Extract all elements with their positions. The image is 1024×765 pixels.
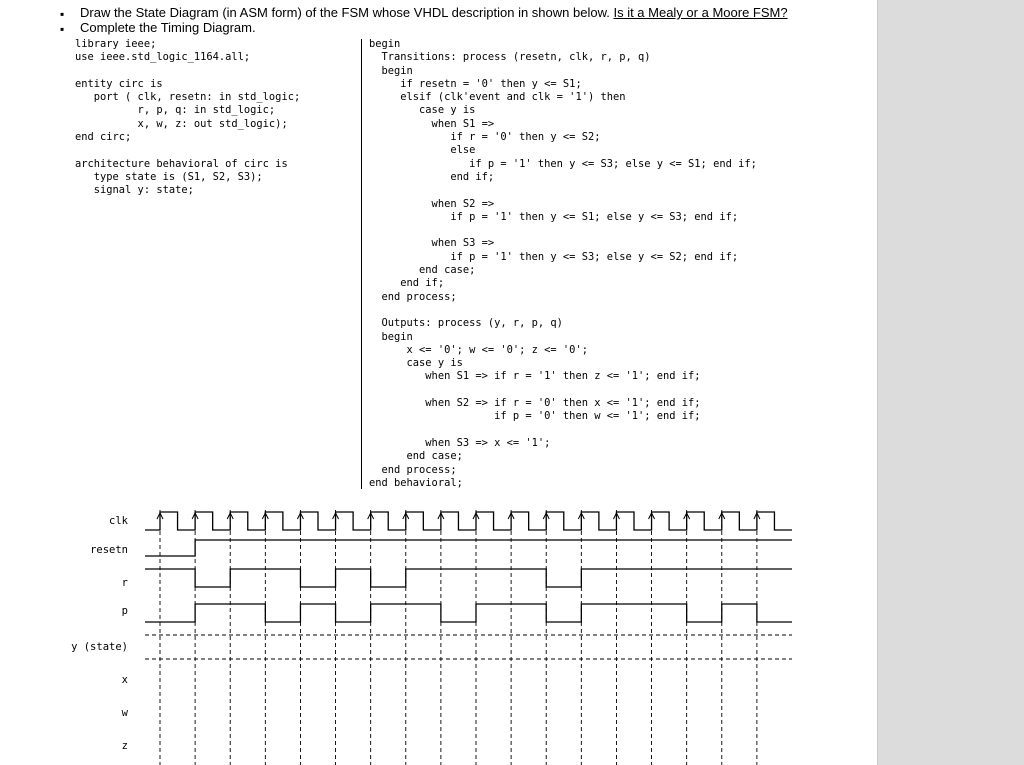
signal-label-p: p	[121, 605, 128, 617]
signal-label-r: r	[121, 577, 128, 589]
signal-label-clk: clk	[109, 515, 128, 527]
signal-label-y-state: y (state)	[71, 641, 128, 653]
vhdl-code-declarations: library ieee; use ieee.std_logic_1164.all; entity circ is port ( clk, resetn: in std_logic; r, p, q: in std_logic; x, w, z: out std_logic); end circ; architecture behavioral of circ is type state is (S1, S2, S3); signal y: state;	[75, 38, 301, 197]
p-waveform	[145, 604, 792, 622]
bullet-icon: ▪	[60, 22, 65, 36]
viewer-gutter	[877, 0, 1024, 765]
instruction-1-question: Is it a Mealy or a Moore FSM?	[613, 5, 788, 20]
resetn-waveform	[145, 540, 792, 556]
clk-waveform	[145, 512, 792, 530]
instruction-2-main: Complete the Timing Diagram.	[80, 20, 256, 35]
r-waveform	[145, 569, 792, 587]
instruction-1-main: Draw the State Diagram (in ASM form) of the FSM whose VHDL description in shown below.	[80, 5, 614, 20]
signal-label-w: w	[121, 707, 128, 719]
signal-label-resetn: resetn	[90, 544, 128, 556]
signal-label-x: x	[121, 674, 128, 686]
bullet-icon: ▪	[60, 7, 65, 21]
vhdl-code-architecture: begin Transitions: process (resetn, clk, r, p, q) begin if resetn = '0' then y <= S1; elsif (clk'event and clk = '1') then case y is when S1 => if r = '0' then y <= S2; else if p = '1' then y <= S3; else y <= S1; end if; end if; when S2 => if p = '1' then y <= S1; else y <= S3; end if; when S3 => if p = '1' then y <= S3; else y <= S2; end if; end case; end if; end process; Outputs: process (y, r, p, q) begin x <= '0'; w <= '0'; z <= '0'; case y is when S1 => if r = '1' then z <= '1'; end if; when S2 => if r = '0' then x <= '1'; end if; if p = '0' then w <= '1'; end if; when S3 => x <= '1'; end case; end process; end behavioral;	[369, 38, 757, 489]
signal-label-z: z	[121, 740, 128, 752]
